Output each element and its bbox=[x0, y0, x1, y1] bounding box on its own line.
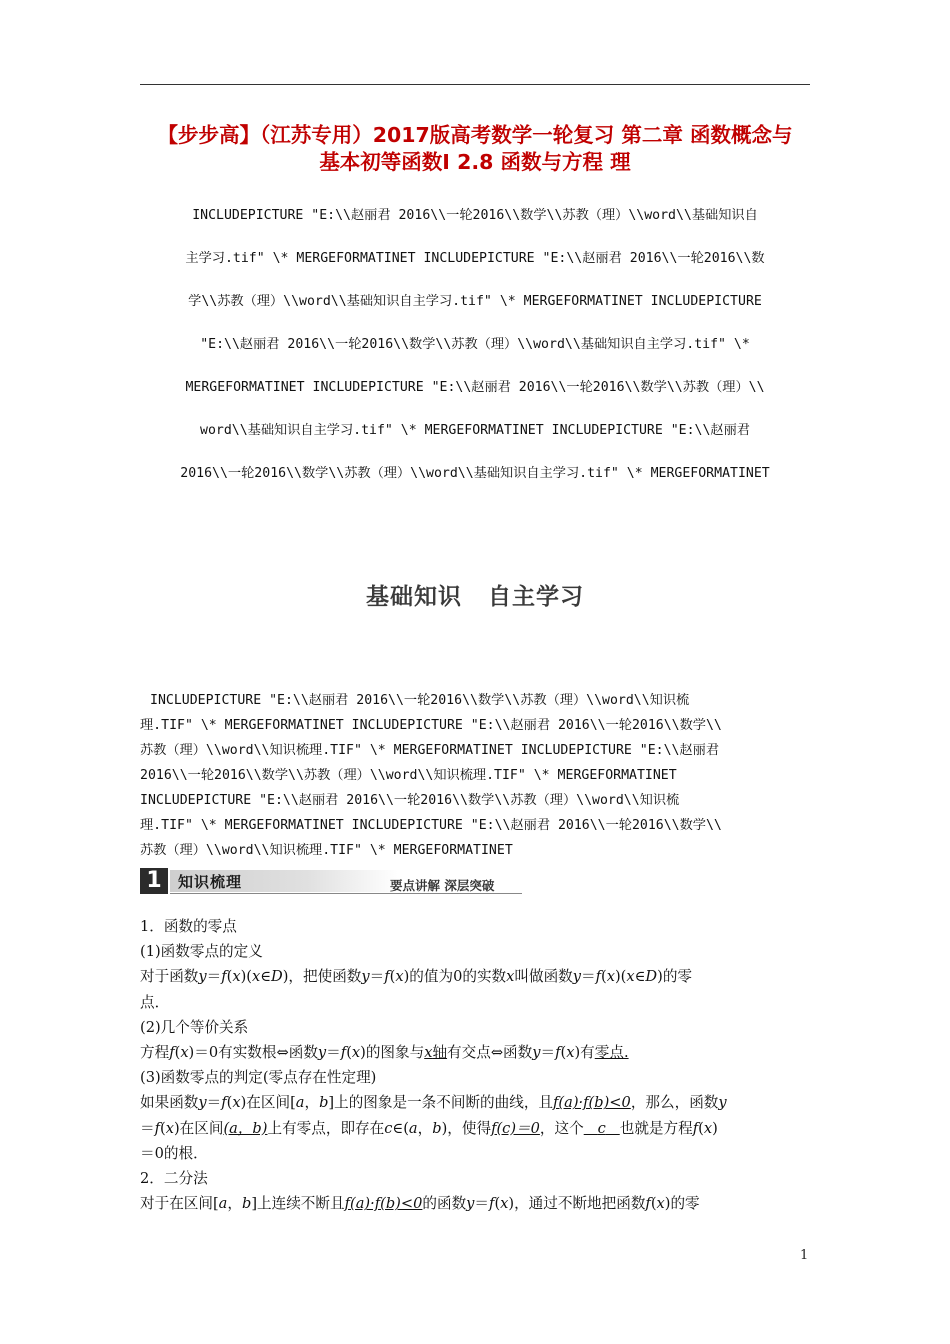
header-rule bbox=[140, 84, 810, 85]
field-code-block-2 bbox=[140, 688, 810, 863]
heading-bisection: 2．二分法 bbox=[140, 1170, 208, 1188]
field-code-line: INCLUDEPICTURE "E:\\赵丽君 2016\\一轮2016\\数学\\苏教（理）\\word\\知识梳 bbox=[140, 793, 680, 808]
paragraph-theorem-end: ＝0的根． bbox=[140, 1144, 208, 1162]
subheading-definition: (1)函数零点的定义 bbox=[140, 943, 263, 961]
field-code-line: 理.TIF" \* MERGEFORMATINET INCLUDEPICTURE "E:\\赵丽君 2016\\一轮2016\\数学\\ bbox=[140, 718, 722, 733]
title-line-2: 基本初等函数Ⅰ 2.8 函数与方程 理 bbox=[319, 150, 631, 174]
field-code-line: INCLUDEPICTURE "E:\\赵丽君 2016\\一轮2016\\数学\\苏教（理）\\word\\基础知识自 bbox=[192, 208, 758, 223]
field-code-line: 理.TIF" \* MERGEFORMATINET INCLUDEPICTURE "E:\\赵丽君 2016\\一轮2016\\数学\\ bbox=[140, 818, 722, 833]
field-code-line: 苏教（理）\\word\\知识梳理.TIF" \* MERGEFORMATINET INCLUDEPICTURE "E:\\赵丽君 bbox=[140, 743, 720, 758]
title-line-1: 【步步高】（江苏专用）2017版高考数学一轮复习 第二章 函数概念与 bbox=[157, 123, 793, 147]
document-title bbox=[140, 122, 810, 176]
knowledge-banner bbox=[140, 868, 522, 896]
banner-subtitle: 要点讲解 深层突破 bbox=[390, 878, 495, 893]
subheading-equivalence: (2)几个等价关系 bbox=[140, 1018, 249, 1036]
paragraph-theorem: 如果函数y＝f(x)在区间[a，b]上的图象是一条不间断的曲线，且f(a)·f(b)<0，那么，函数y bbox=[140, 1094, 727, 1112]
paragraph-bisection: 对于在区间[a，b]上连续不断且f(a)·f(b)<0的函数y＝f(x)，通过不断地把函数f(x)的零 bbox=[140, 1195, 700, 1213]
banner-number: 1 bbox=[140, 868, 168, 894]
content-body bbox=[140, 914, 810, 1216]
paragraph-equivalence: 方程f(x)＝0有实数根⇔函数y＝f(x)的图象与x轴有交点⇔函数y＝f(x)有零点. bbox=[140, 1044, 629, 1062]
field-code-line: 2016\\一轮2016\\数学\\苏教（理）\\word\\知识梳理.TIF" \* MERGEFORMATINET bbox=[140, 768, 677, 783]
field-code-line: 学\\苏教（理）\\word\\基础知识自主学习.tif" \* MERGEFORMATINET INCLUDEPICTURE bbox=[188, 294, 762, 309]
page-number: 1 bbox=[800, 1248, 809, 1263]
subheading-theorem: (3)函数零点的判定(零点存在性定理) bbox=[140, 1069, 377, 1087]
field-code-line: 2016\\一轮2016\\数学\\苏教（理）\\word\\基础知识自主学习.tif" \* MERGEFORMATINET bbox=[180, 466, 770, 481]
field-code-line: "E:\\赵丽君 2016\\一轮2016\\数学\\苏教（理）\\word\\基础知识自主学习.tif" \* bbox=[200, 337, 750, 352]
section-heading-right: 自主学习 bbox=[488, 584, 584, 610]
paragraph-theorem-cont: ＝f(x)在区间(a，b)上有零点，即存在c∈(a，b)，使得f(c)＝0，这个 c 也就是方程f(x) bbox=[140, 1119, 718, 1137]
field-code-line: INCLUDEPICTURE "E:\\赵丽君 2016\\一轮2016\\数学\\苏教（理）\\word\\知识梳 bbox=[150, 693, 690, 708]
paragraph-definition: 对于函数y＝f(x)(x∈D)，把使函数y＝f(x)的值为0的实数x叫做函数y＝f(x)(x∈D)的零 bbox=[140, 968, 693, 986]
heading-zero-point: 1．函数的零点 bbox=[140, 918, 237, 935]
banner-rule bbox=[170, 893, 522, 894]
field-code-line: MERGEFORMATINET INCLUDEPICTURE "E:\\赵丽君 2016\\一轮2016\\数学\\苏教（理）\\ bbox=[185, 380, 765, 395]
field-code-line: 苏教（理）\\word\\知识梳理.TIF" \* MERGEFORMATINET bbox=[140, 843, 513, 858]
paragraph-definition-end: 点． bbox=[140, 993, 170, 1011]
field-code-line: 主学习.tif" \* MERGEFORMATINET INCLUDEPICTURE "E:\\赵丽君 2016\\一轮2016\\数 bbox=[185, 251, 765, 266]
banner-label: 知识梳理 bbox=[178, 873, 243, 891]
field-code-block-1 bbox=[140, 194, 810, 495]
field-code-line: word\\基础知识自主学习.tif" \* MERGEFORMATINET INCLUDEPICTURE "E:\\赵丽君 bbox=[200, 423, 750, 438]
section-heading bbox=[140, 578, 810, 611]
section-heading-left: 基础知识 bbox=[366, 584, 462, 610]
